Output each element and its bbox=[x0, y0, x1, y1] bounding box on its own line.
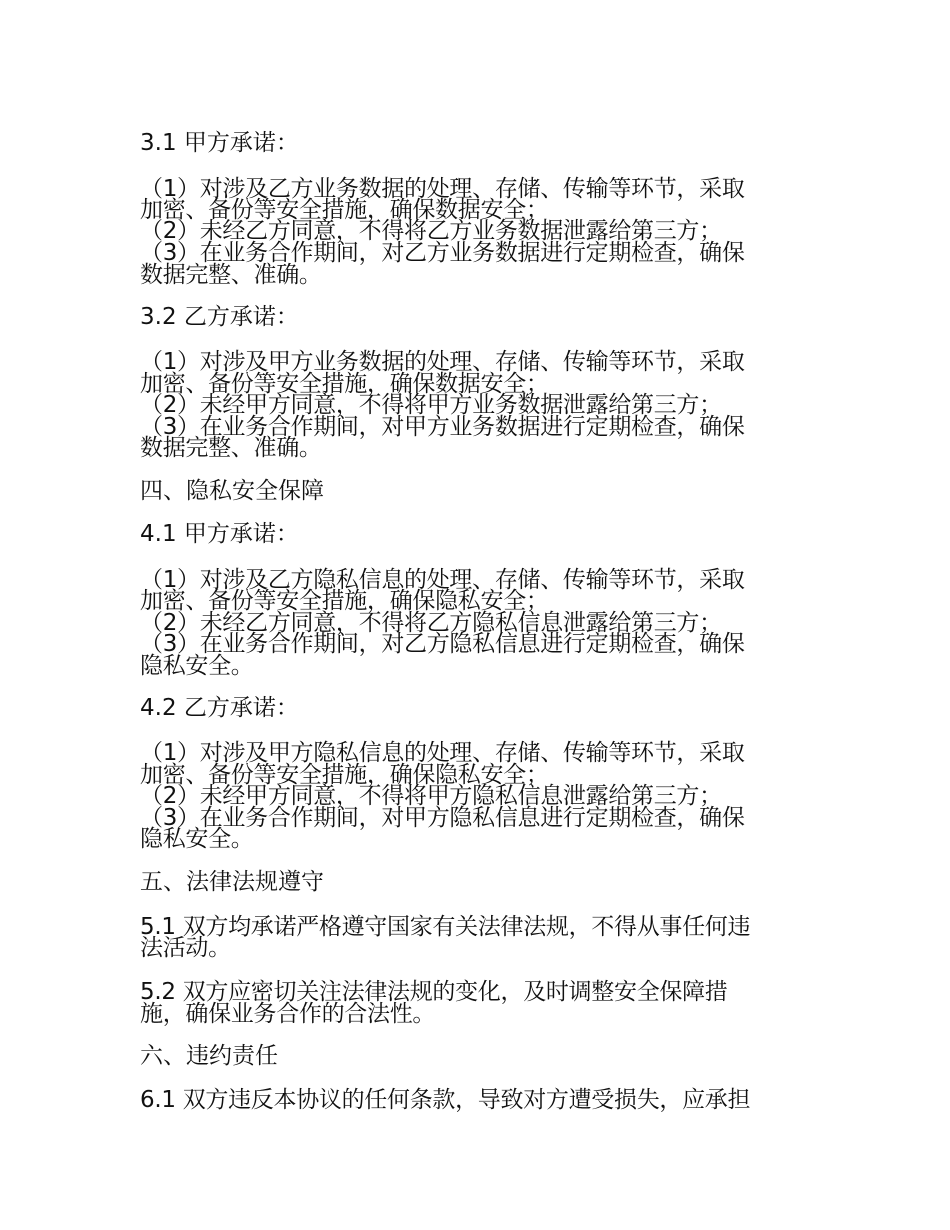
clause-3-2-item-1-line-1: （1）对涉及甲方业务数据的处理、存储、传输等环节，采取 bbox=[140, 349, 745, 375]
clause-3-1-heading: 3.1 甲方承诺： bbox=[140, 130, 299, 156]
clause-6-1-line-1: 6.1 双方违反本协议的任何条款，导致对方遭受损失，应承担 bbox=[140, 1087, 751, 1113]
clause-4-1-item-3-line-1: （3）在业务合作期间，对乙方隐私信息进行定期检查，确保 bbox=[140, 631, 745, 657]
section-4-title: 四、隐私安全保障 bbox=[140, 478, 324, 504]
clause-3-2-item-3-line-2: 数据完整、准确。 bbox=[140, 435, 322, 461]
clause-3-1-item-3-line-2: 数据完整、准确。 bbox=[140, 262, 322, 288]
clause-3-1-item-1-line-1: （1）对涉及乙方业务数据的处理、存储、传输等环节，采取 bbox=[140, 176, 745, 202]
clause-3-1-item-3-line-1: （3）在业务合作期间，对乙方业务数据进行定期检查，确保 bbox=[140, 240, 745, 266]
clause-4-1-heading: 4.1 甲方承诺： bbox=[140, 521, 299, 547]
clause-4-2-item-3-line-2: 隐私安全。 bbox=[140, 826, 254, 852]
clause-4-2-item-1-line-1: （1）对涉及甲方隐私信息的处理、存储、传输等环节，采取 bbox=[140, 740, 745, 766]
clause-3-1-item-1-line-2: 加密、备份等安全措施，确保数据安全； bbox=[140, 197, 549, 223]
clause-4-1-item-3-line-2: 隐私安全。 bbox=[140, 653, 254, 679]
clause-3-2-heading: 3.2 乙方承诺： bbox=[140, 304, 299, 330]
clause-4-2-item-1-line-2: 加密、备份等安全措施，确保隐私安全； bbox=[140, 762, 549, 788]
clause-4-1-item-2: （2）未经乙方同意，不得将乙方隐私信息泄露给第三方； bbox=[140, 610, 722, 636]
clause-3-2-item-3-line-1: （3）在业务合作期间，对甲方业务数据进行定期检查，确保 bbox=[140, 414, 745, 440]
clause-5-2-line-2: 施，确保业务合作的合法性。 bbox=[140, 1001, 436, 1027]
clause-3-2-item-2: （2）未经甲方同意，不得将甲方业务数据泄露给第三方； bbox=[140, 392, 722, 418]
section-5-title: 五、法律法规遵守 bbox=[140, 869, 324, 895]
clause-4-2-heading: 4.2 乙方承诺： bbox=[140, 695, 299, 721]
clause-3-1-item-2: （2）未经乙方同意，不得将乙方业务数据泄露给第三方； bbox=[140, 218, 722, 244]
clause-4-2-item-2: （2）未经甲方同意，不得将甲方隐私信息泄露给第三方； bbox=[140, 783, 722, 809]
clause-5-1-line-1: 5.1 双方均承诺严格遵守国家有关法律法规，不得从事任何违 bbox=[140, 914, 751, 940]
clause-5-2-line-1: 5.2 双方应密切关注法律法规的变化，及时调整安全保障措 bbox=[140, 979, 728, 1005]
clause-3-2-item-1-line-2: 加密、备份等安全措施，确保数据安全； bbox=[140, 371, 549, 397]
clause-4-1-item-1-line-1: （1）对涉及乙方隐私信息的处理、存储、传输等环节，采取 bbox=[140, 567, 745, 593]
section-6-title: 六、违约责任 bbox=[140, 1043, 278, 1069]
clause-5-1-line-2: 法活动。 bbox=[140, 935, 231, 961]
clause-4-1-item-1-line-2: 加密、备份等安全措施，确保隐私安全； bbox=[140, 588, 549, 614]
clause-4-2-item-3-line-1: （3）在业务合作期间，对甲方隐私信息进行定期检查，确保 bbox=[140, 805, 745, 831]
